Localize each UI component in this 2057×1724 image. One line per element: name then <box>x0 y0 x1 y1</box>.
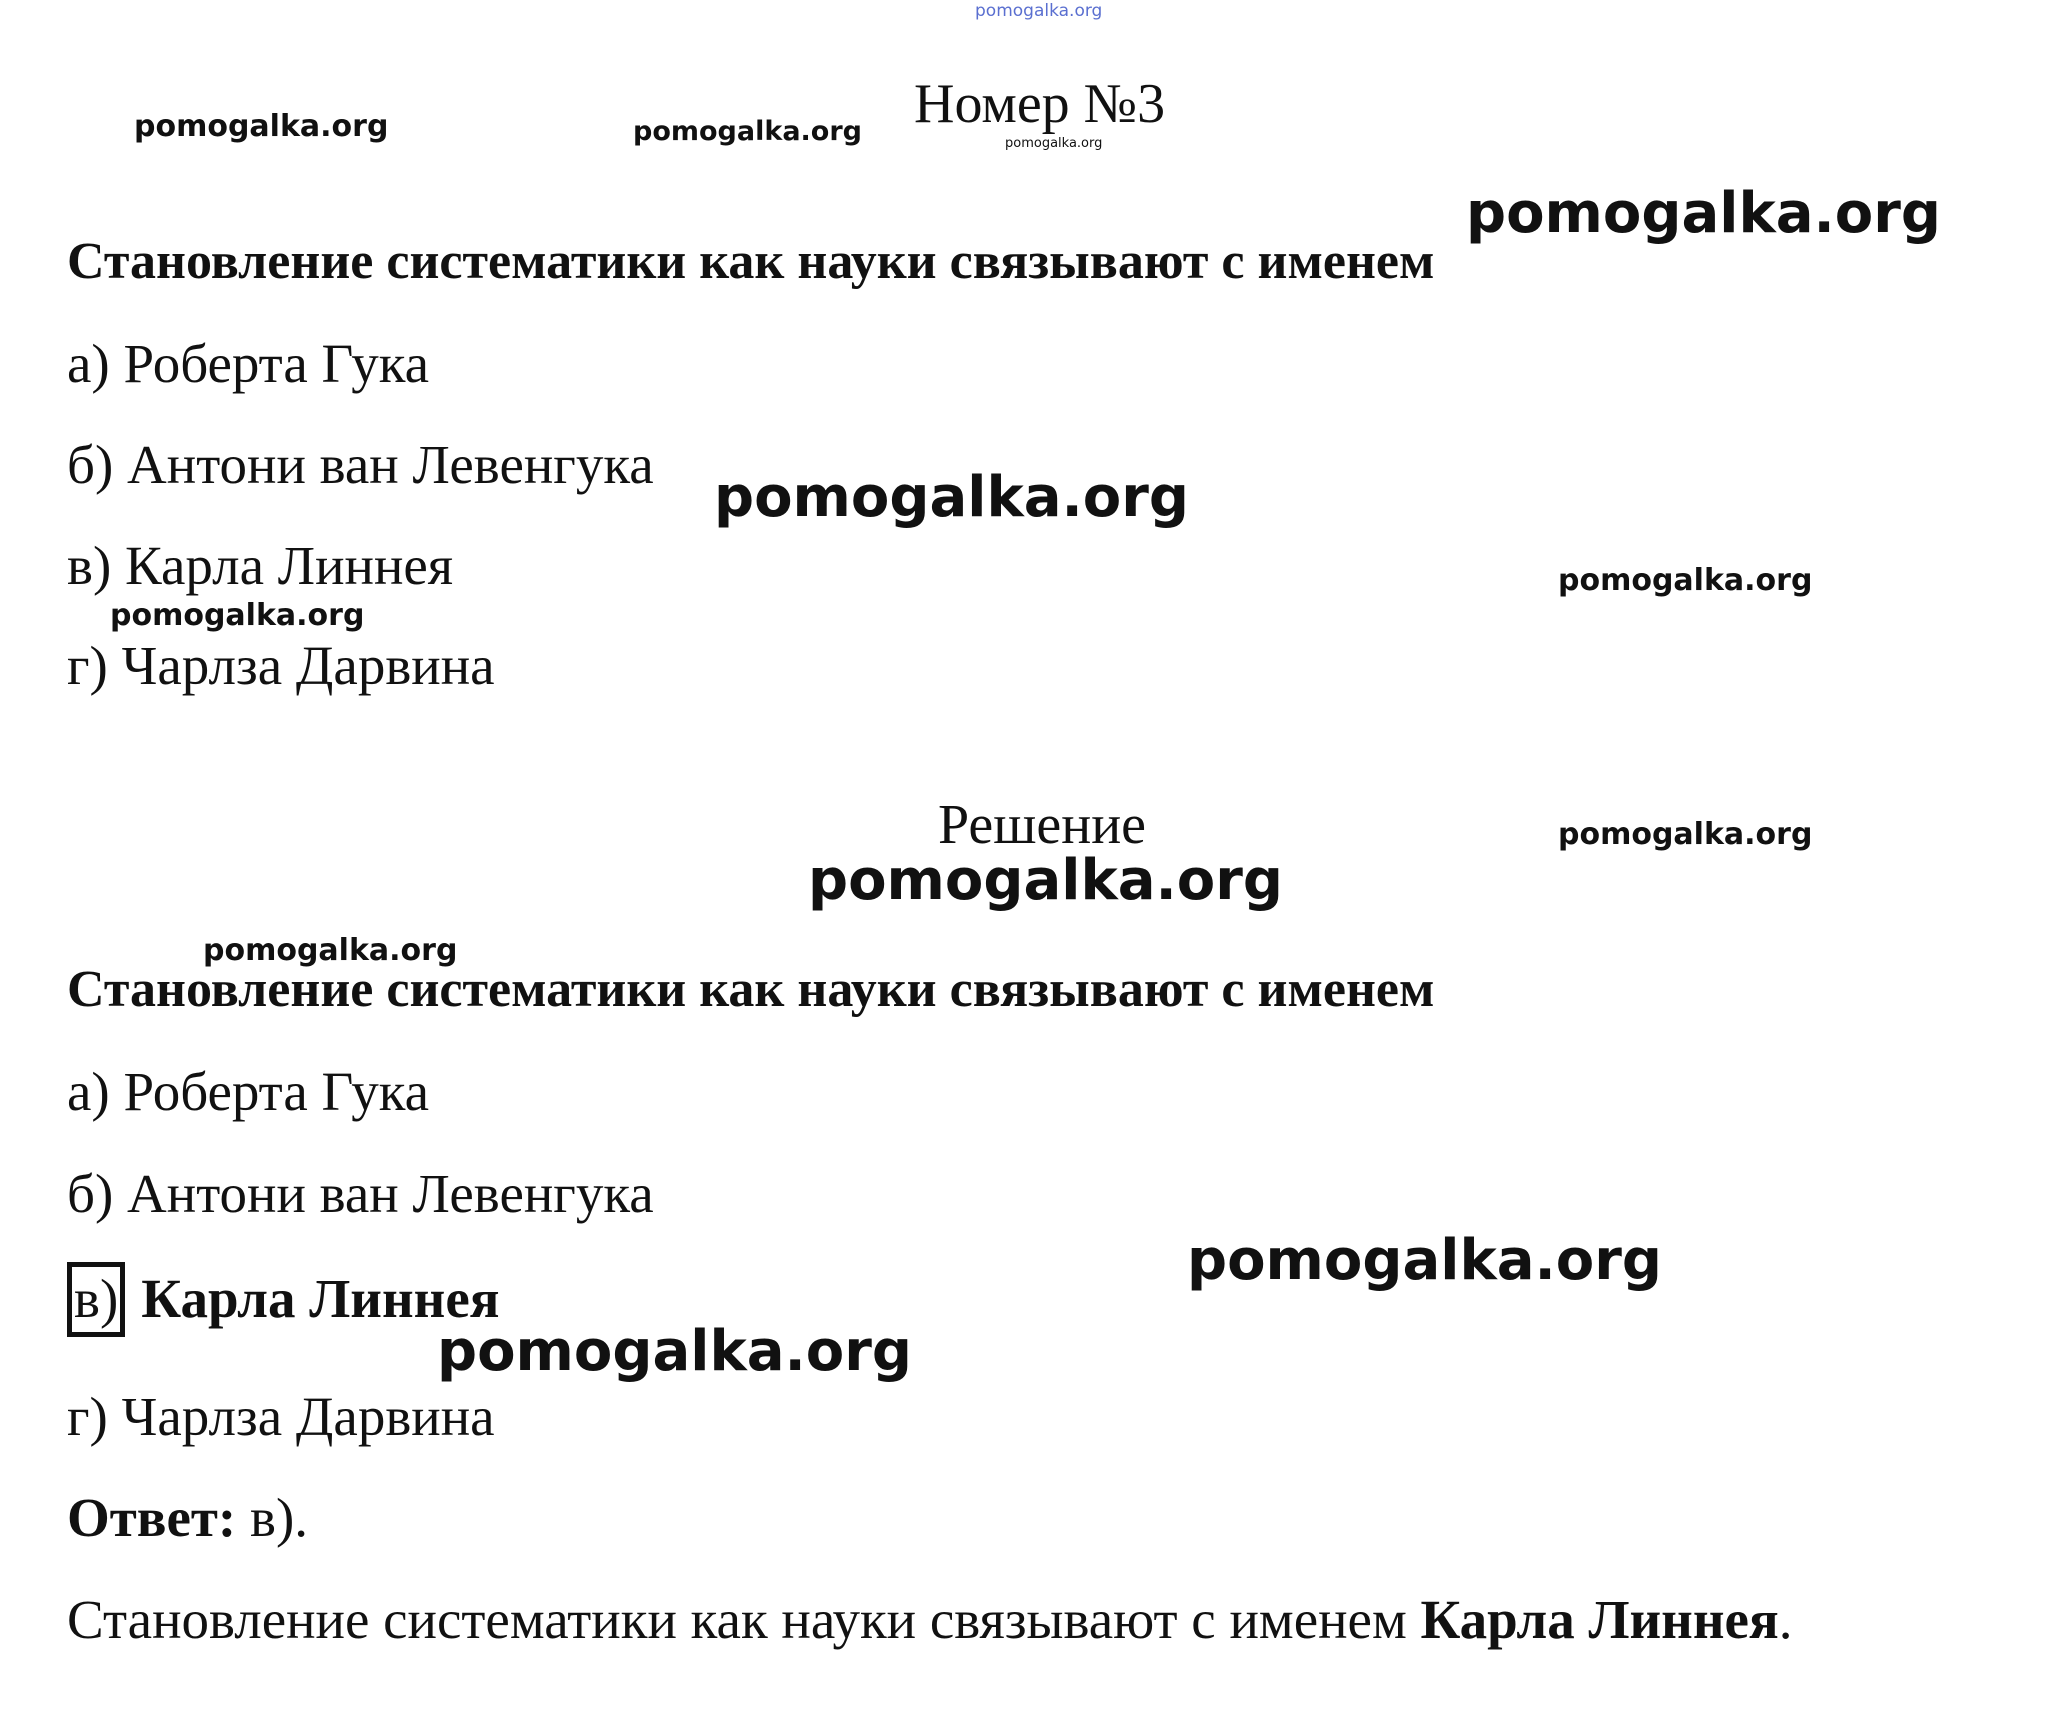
solution-heading: Решение <box>938 794 1147 856</box>
watermark: pomogalka.org <box>975 1 1103 21</box>
watermark: pomogalka.org <box>134 109 389 144</box>
watermark: pomogalka.org <box>1005 136 1103 151</box>
page-title: Номер №3 <box>914 73 1166 135</box>
conclusion-end: . <box>1778 1589 1793 1650</box>
task-option-c: в) Карла Линнея <box>67 535 454 596</box>
watermark: pomogalka.org <box>437 1319 912 1384</box>
watermark: pomogalka.org <box>633 116 862 147</box>
answer-label: Ответ: <box>67 1487 237 1548</box>
task-option-a: а) Роберта Гука <box>67 333 430 394</box>
answer-value: в). <box>236 1487 309 1548</box>
watermark: pomogalka.org <box>203 933 458 968</box>
conclusion-name: Карла Линнея <box>1420 1589 1779 1650</box>
solution-option-d: г) Чарлза Дарвина <box>67 1386 495 1447</box>
correct-option-marker: в) <box>67 1262 125 1337</box>
watermark: pomogalka.org <box>1558 563 1813 598</box>
task-option-b: б) Антони ван Левенгука <box>67 434 654 495</box>
watermark: pomogalka.org <box>1466 181 1941 246</box>
task-option-d: г) Чарлза Дарвина <box>67 635 495 696</box>
solution-option-b: б) Антони ван Левенгука <box>67 1163 654 1224</box>
watermark: pomogalka.org <box>1187 1228 1662 1293</box>
task-question: Становление систематики как науки связывают с именем <box>67 233 1435 290</box>
answer-line <box>67 1487 309 1548</box>
solution-option-c-correct <box>67 1262 500 1337</box>
correct-option-text: Карла Линнея <box>141 1268 500 1329</box>
conclusion-line <box>67 1589 1793 1650</box>
watermark: pomogalka.org <box>110 598 365 633</box>
solution-question: Становление систематики как науки связывают с именем <box>67 961 1435 1018</box>
conclusion-text: Становление систематики как науки связывают с именем <box>67 1589 1421 1650</box>
watermark: pomogalka.org <box>714 465 1189 530</box>
watermark: pomogalka.org <box>808 848 1283 913</box>
watermark: pomogalka.org <box>1558 817 1813 852</box>
solution-option-a: а) Роберта Гука <box>67 1061 430 1122</box>
